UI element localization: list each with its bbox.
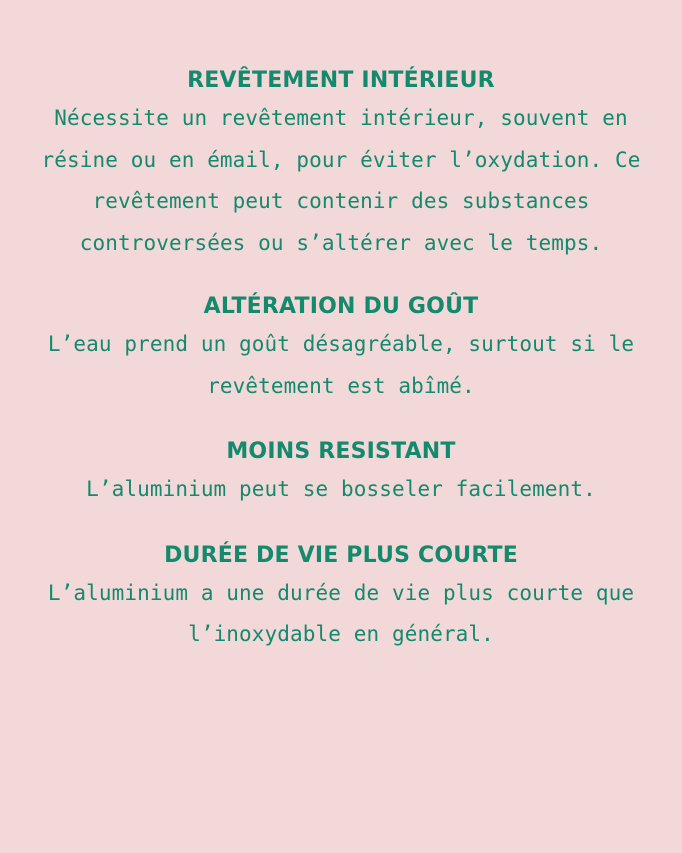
section-moins-resistant xyxy=(0,435,682,511)
section-body xyxy=(0,469,682,511)
section-title: DURÉE DE VIE PLUS COURTE xyxy=(164,542,518,568)
body-line: L’eau prend un goût désagréable, surtout si le xyxy=(47,332,635,356)
body-line: l’inoxydable en général. xyxy=(188,622,494,646)
body-line: revêtement peut contenir des substances xyxy=(92,189,590,213)
body-line: L’aluminium peut se bosseler facilement. xyxy=(86,477,596,501)
section-body xyxy=(0,98,682,264)
section-body xyxy=(0,573,682,656)
section-title: ALTÉRATION DU GOÛT xyxy=(203,294,479,319)
section-duree-de-vie xyxy=(0,539,682,656)
body-line: L’aluminium a une durée de vie plus courte que xyxy=(47,580,635,605)
body-line: controversées ou s’altérer avec le temps. xyxy=(79,230,603,255)
section-revetement-interieur xyxy=(0,64,682,264)
body-line: résine ou en émail, pour éviter l’oxydation. Ce xyxy=(41,147,641,172)
body-line: revêtement est abîmé. xyxy=(207,373,475,398)
section-title: REVÊTEMENT INTÉRIEUR xyxy=(187,68,495,93)
section-title: MOINS RESISTANT xyxy=(226,439,456,464)
body-line: Nécessite un revêtement intérieur, souvent en xyxy=(54,106,628,130)
section-alteration-du-gout xyxy=(0,290,682,407)
section-body xyxy=(0,324,682,407)
